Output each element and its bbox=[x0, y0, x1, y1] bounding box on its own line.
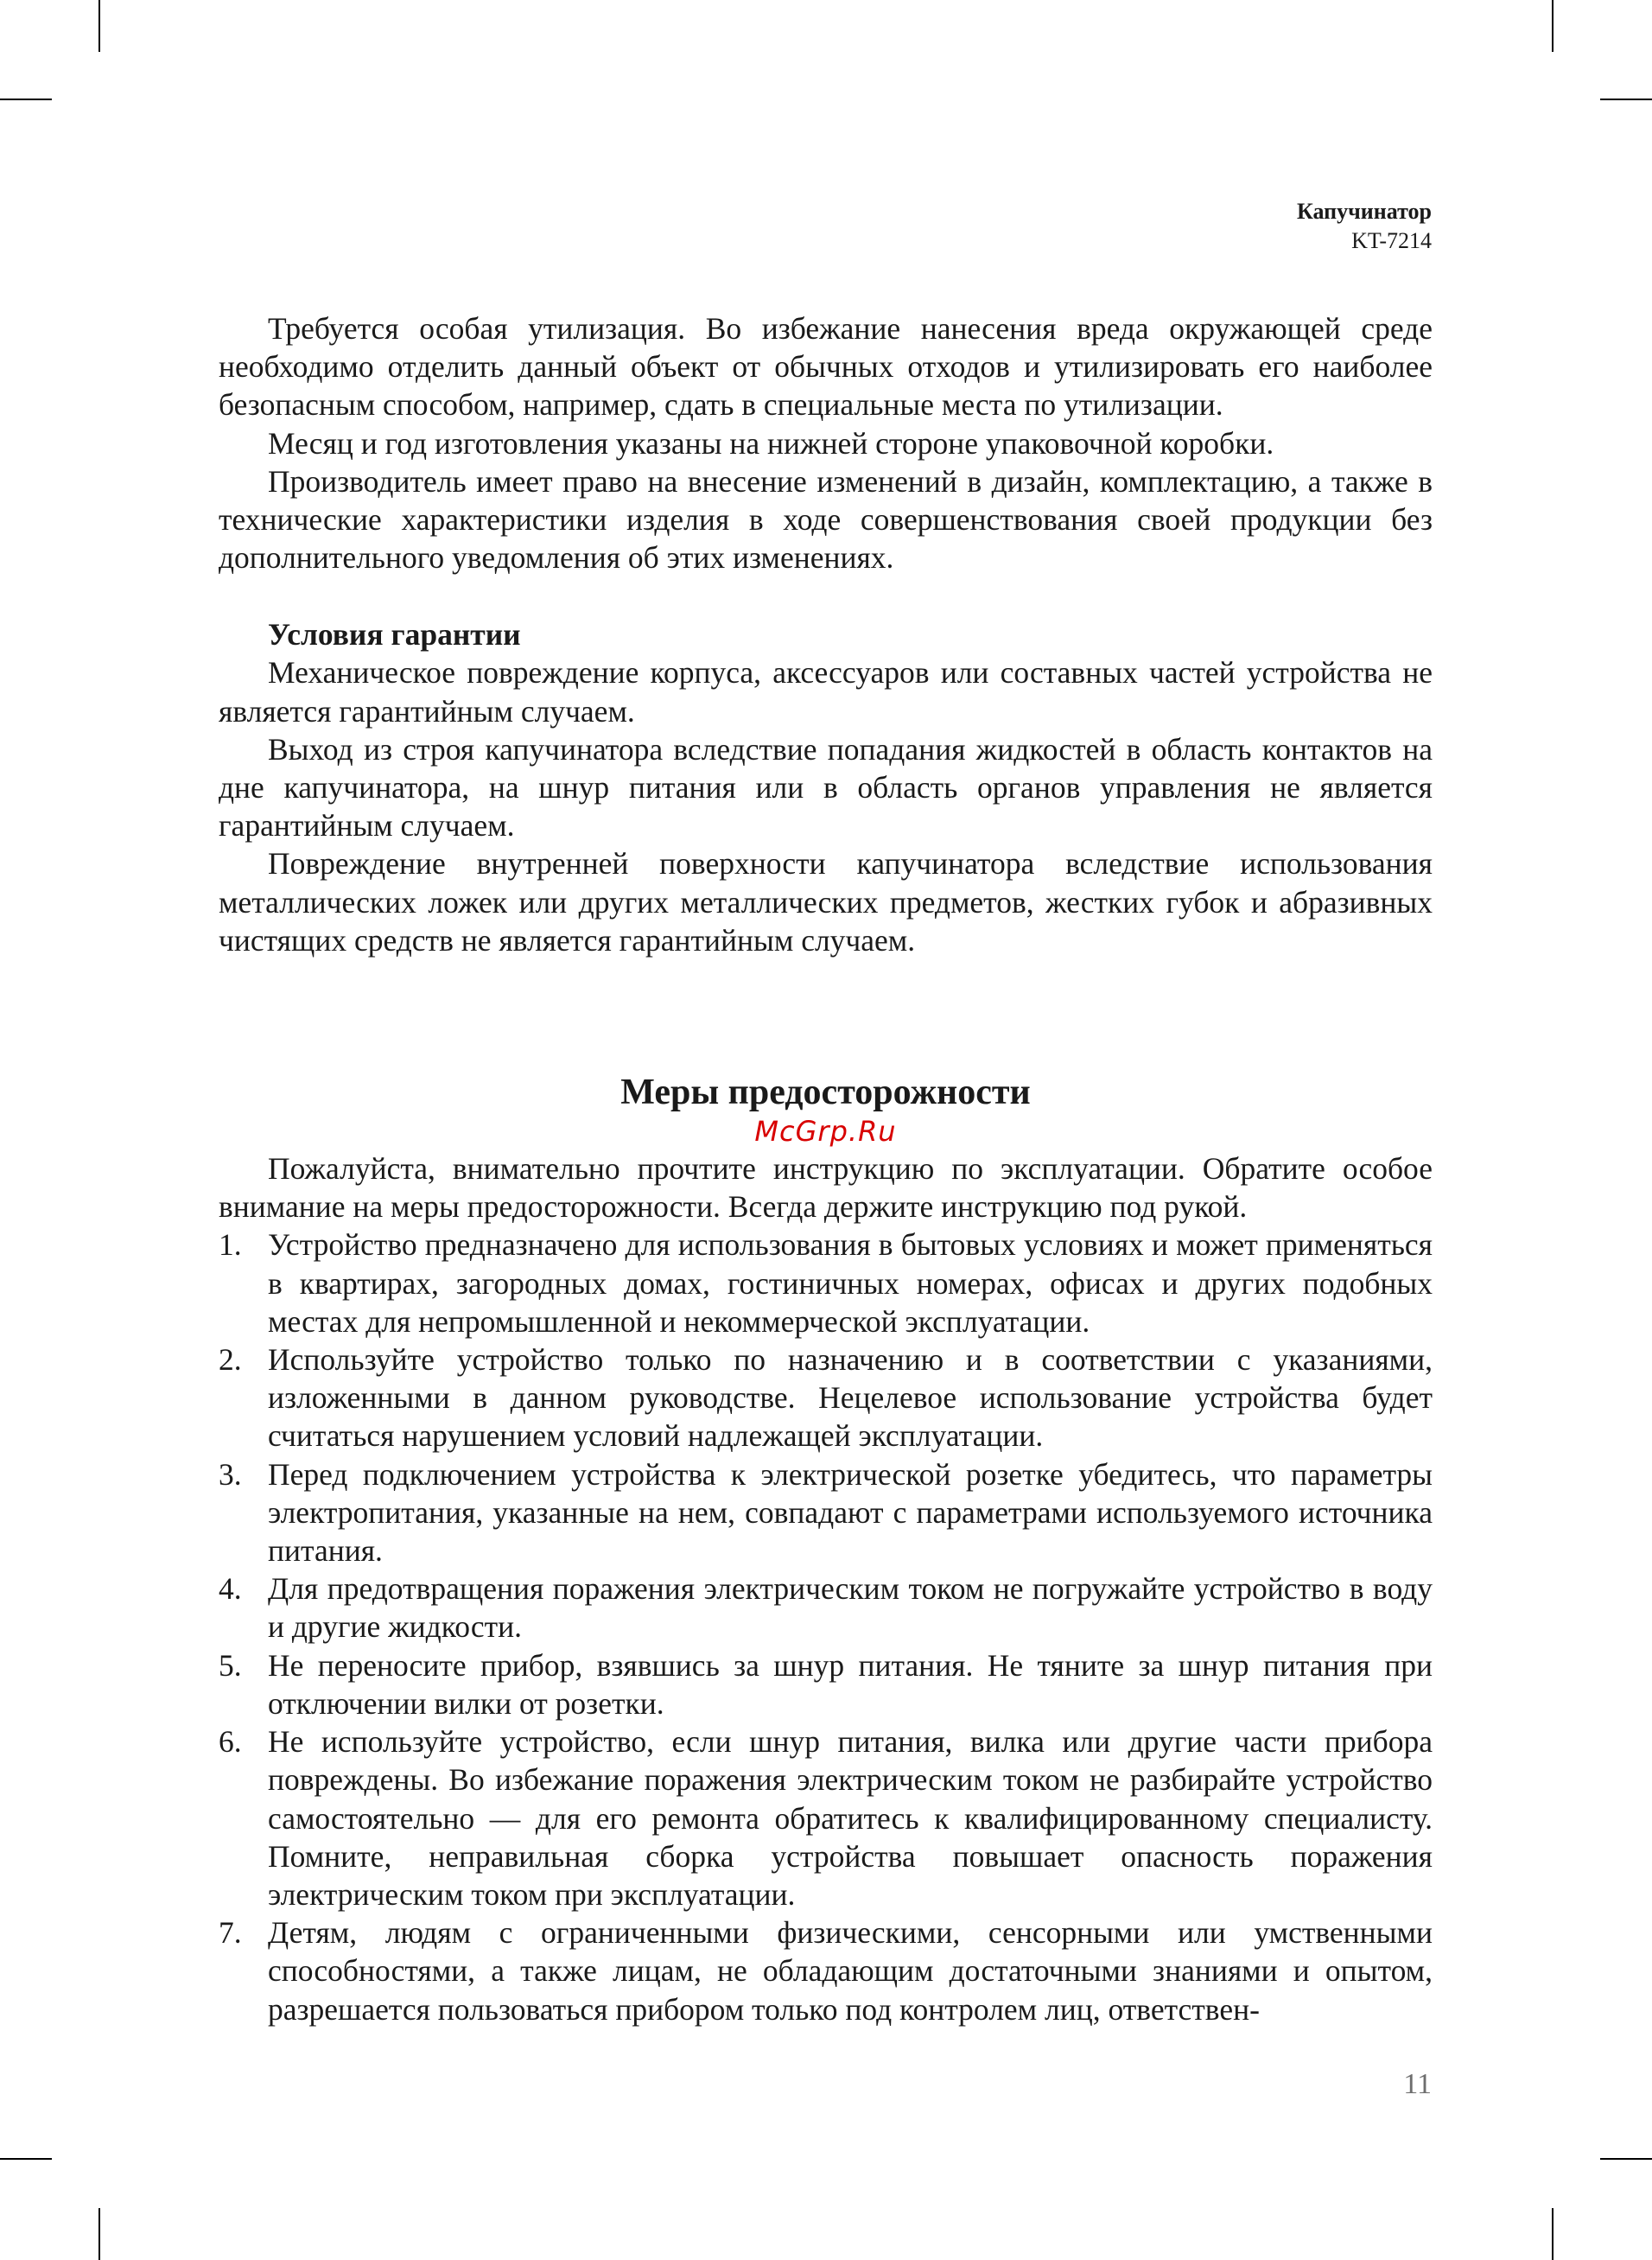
page-body bbox=[219, 309, 1433, 2028]
item-number: 1. bbox=[219, 1227, 242, 1263]
list-item bbox=[219, 1340, 1433, 1455]
crop-mark bbox=[1600, 99, 1652, 100]
item-number: 5. bbox=[219, 1647, 242, 1683]
crop-mark bbox=[0, 99, 52, 100]
item-number: 3. bbox=[219, 1456, 242, 1492]
item-number: 4. bbox=[219, 1571, 242, 1607]
list-item bbox=[219, 1722, 1433, 1913]
warranty-heading: Условия гарантии bbox=[268, 617, 521, 653]
crop-mark bbox=[1600, 2158, 1652, 2160]
manufacturer-rights-paragraph: Производитель имеет право на внесение изменений в дизайн, комплектацию, а также в технические характеристики изделия в ходе совершенствования своей продукции без дополнительного уведомления об этих изменениях. bbox=[219, 463, 1433, 576]
watermark: McGrp.Ru bbox=[754, 1115, 897, 1149]
list-item bbox=[219, 1225, 1433, 1340]
list-item bbox=[219, 1455, 1433, 1570]
manufacture-date-paragraph: Месяц и год изготовления указаны на нижней стороне упаковочной коробки. bbox=[268, 425, 1274, 461]
header-model: KT-7214 bbox=[1351, 228, 1432, 253]
warranty-paragraph: Выход из строя капучинатора вследствие попадания жидкостей в область контактов на дне капучинатора, на шнур питания или в область органов управления не является гарантийным случаем. bbox=[219, 731, 1433, 844]
running-header bbox=[1297, 197, 1432, 256]
list-item bbox=[219, 1913, 1433, 2028]
precautions-heading: Меры предосторожности bbox=[620, 1073, 1031, 1113]
item-text: Не используйте устройство, если шнур питания, вилка или другие части прибора повреждены. Во избежание поражения электрическим током не разбирайте устройство самостоятельно — для его ремонта обратитесь к квалифицированному специалисту. Помните, неправильная сборка устройства повышает опасность поражения электрическим током при эксплуатации. bbox=[268, 1724, 1433, 1912]
crop-mark bbox=[98, 0, 100, 52]
precautions-list bbox=[219, 1225, 1433, 2028]
warranty-paragraph: Повреждение внутренней поверхности капучинатора вследствие использования металлических ложек или других металлических предметов, жестких губок и абразивных чистящих средств не является гарантийным случаем. bbox=[219, 846, 1433, 958]
header-title: Капучинатор bbox=[1297, 199, 1432, 224]
item-number: 2. bbox=[219, 1342, 242, 1378]
crop-mark bbox=[0, 2158, 52, 2160]
item-number: 7. bbox=[219, 1915, 242, 1951]
list-item bbox=[219, 1646, 1433, 1722]
list-item bbox=[219, 1569, 1433, 1646]
item-text: Для предотвращения поражения электрическим током не погружайте устройство в воду и другие жидкости. bbox=[268, 1571, 1433, 1645]
item-text: Детям, людям с ограниченными физическими, сенсорными или умственными способностями, а также лицам, не обладающим достаточными знаниями и опытом, разрешается пользоваться прибором только под контролем лиц, ответствен- bbox=[268, 1915, 1433, 2027]
item-text: Не переносите прибор, взявшись за шнур питания. Не тяните за шнур питания при отключении вилки от розетки. bbox=[268, 1647, 1433, 1721]
precautions-intro: Пожалуйста, внимательно прочтите инструкцию по эксплуатации. Обратите особое внимание на меры предосторожности. Всегда держите инструкцию под рукой. bbox=[219, 1151, 1433, 1225]
item-text: Устройство предназначено для использования в бытовых условиях и может применяться в квартирах, загородных домах, гостиничных номерах, офисах и других подобных местах для непромышленной и некоммерческой эксплуатации. bbox=[268, 1227, 1433, 1339]
page-number: 11 bbox=[1403, 2068, 1432, 2100]
crop-mark bbox=[1552, 2208, 1554, 2260]
crop-mark bbox=[98, 2208, 100, 2260]
item-text: Перед подключением устройства к электрической розетке убедитесь, что параметры электропитания, указанные на нем, совпадают с параметрами используемого источника питания. bbox=[268, 1456, 1433, 1569]
crop-mark bbox=[1552, 0, 1554, 52]
disposal-paragraph: Требуется особая утилизация. Во избежание нанесения вреда окружающей среде необходимо отделить данный объект от обычных отходов и утилизировать его наиболее безопасным способом, например, сдать в специальные места по утилизации. bbox=[219, 311, 1433, 423]
item-text: Используйте устройство только по назначению и в соответствии с указаниями, изложенными в данном руководстве. Нецелевое использование устройства будет считаться нарушением условий надлежащей эксплуатации. bbox=[268, 1342, 1433, 1454]
warranty-paragraph: Механическое повреждение корпуса, аксессуаров или составных частей устройства не является гарантийным случаем. bbox=[219, 655, 1433, 729]
item-number: 6. bbox=[219, 1724, 242, 1760]
